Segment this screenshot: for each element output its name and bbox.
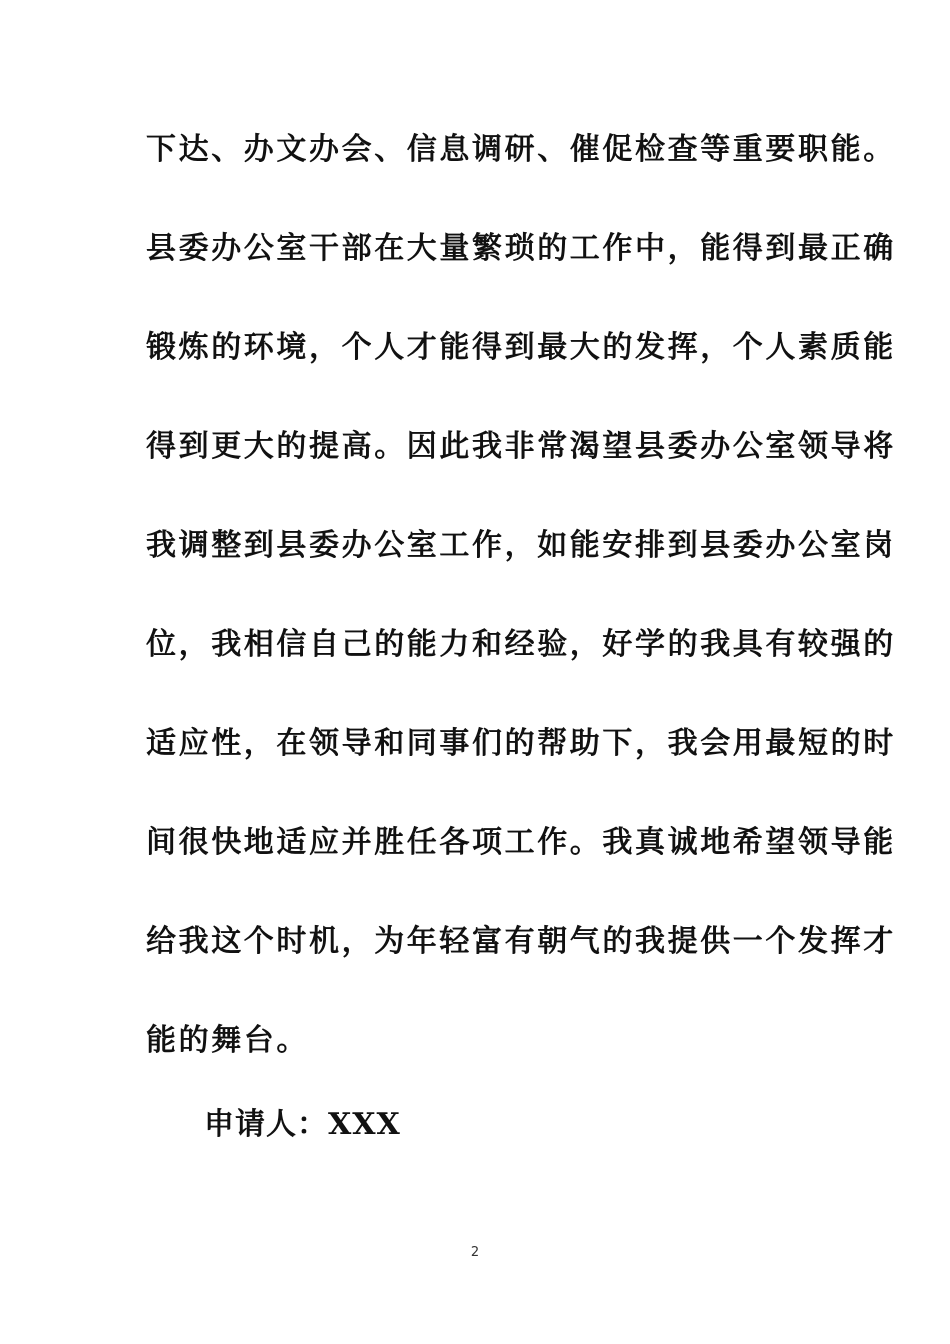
body-line: 间很快地适应并胜任各项工作。我真诚地希望领导能 <box>146 825 896 860</box>
page-number: 2 <box>470 1245 480 1260</box>
body-line: 位，我相信自己的能力和经验，好学的我具有较强的 <box>146 627 896 662</box>
body-line: 我调整到县委办公室工作，如能安排到县委办公室岗 <box>146 528 896 563</box>
applicant-signature: 申请人：XXX <box>204 1107 401 1142</box>
body-line: 下达、办文办会、信息调研、催促检查等重要职能。 <box>146 132 896 167</box>
body-line: 适应性，在领导和同事们的帮助下，我会用最短的时 <box>146 726 896 761</box>
body-line: 能的舞台。 <box>146 1023 309 1058</box>
body-line: 给我这个时机，为年轻富有朝气的我提供一个发挥才 <box>146 924 896 959</box>
body-line: 得到更大的提高。因此我非常渴望县委办公室领导将 <box>146 429 896 464</box>
body-line: 锻炼的环境，个人才能得到最大的发挥，个人素质能 <box>146 330 896 365</box>
body-line: 县委办公室干部在大量繁琐的工作中，能得到最正确 <box>146 231 896 266</box>
